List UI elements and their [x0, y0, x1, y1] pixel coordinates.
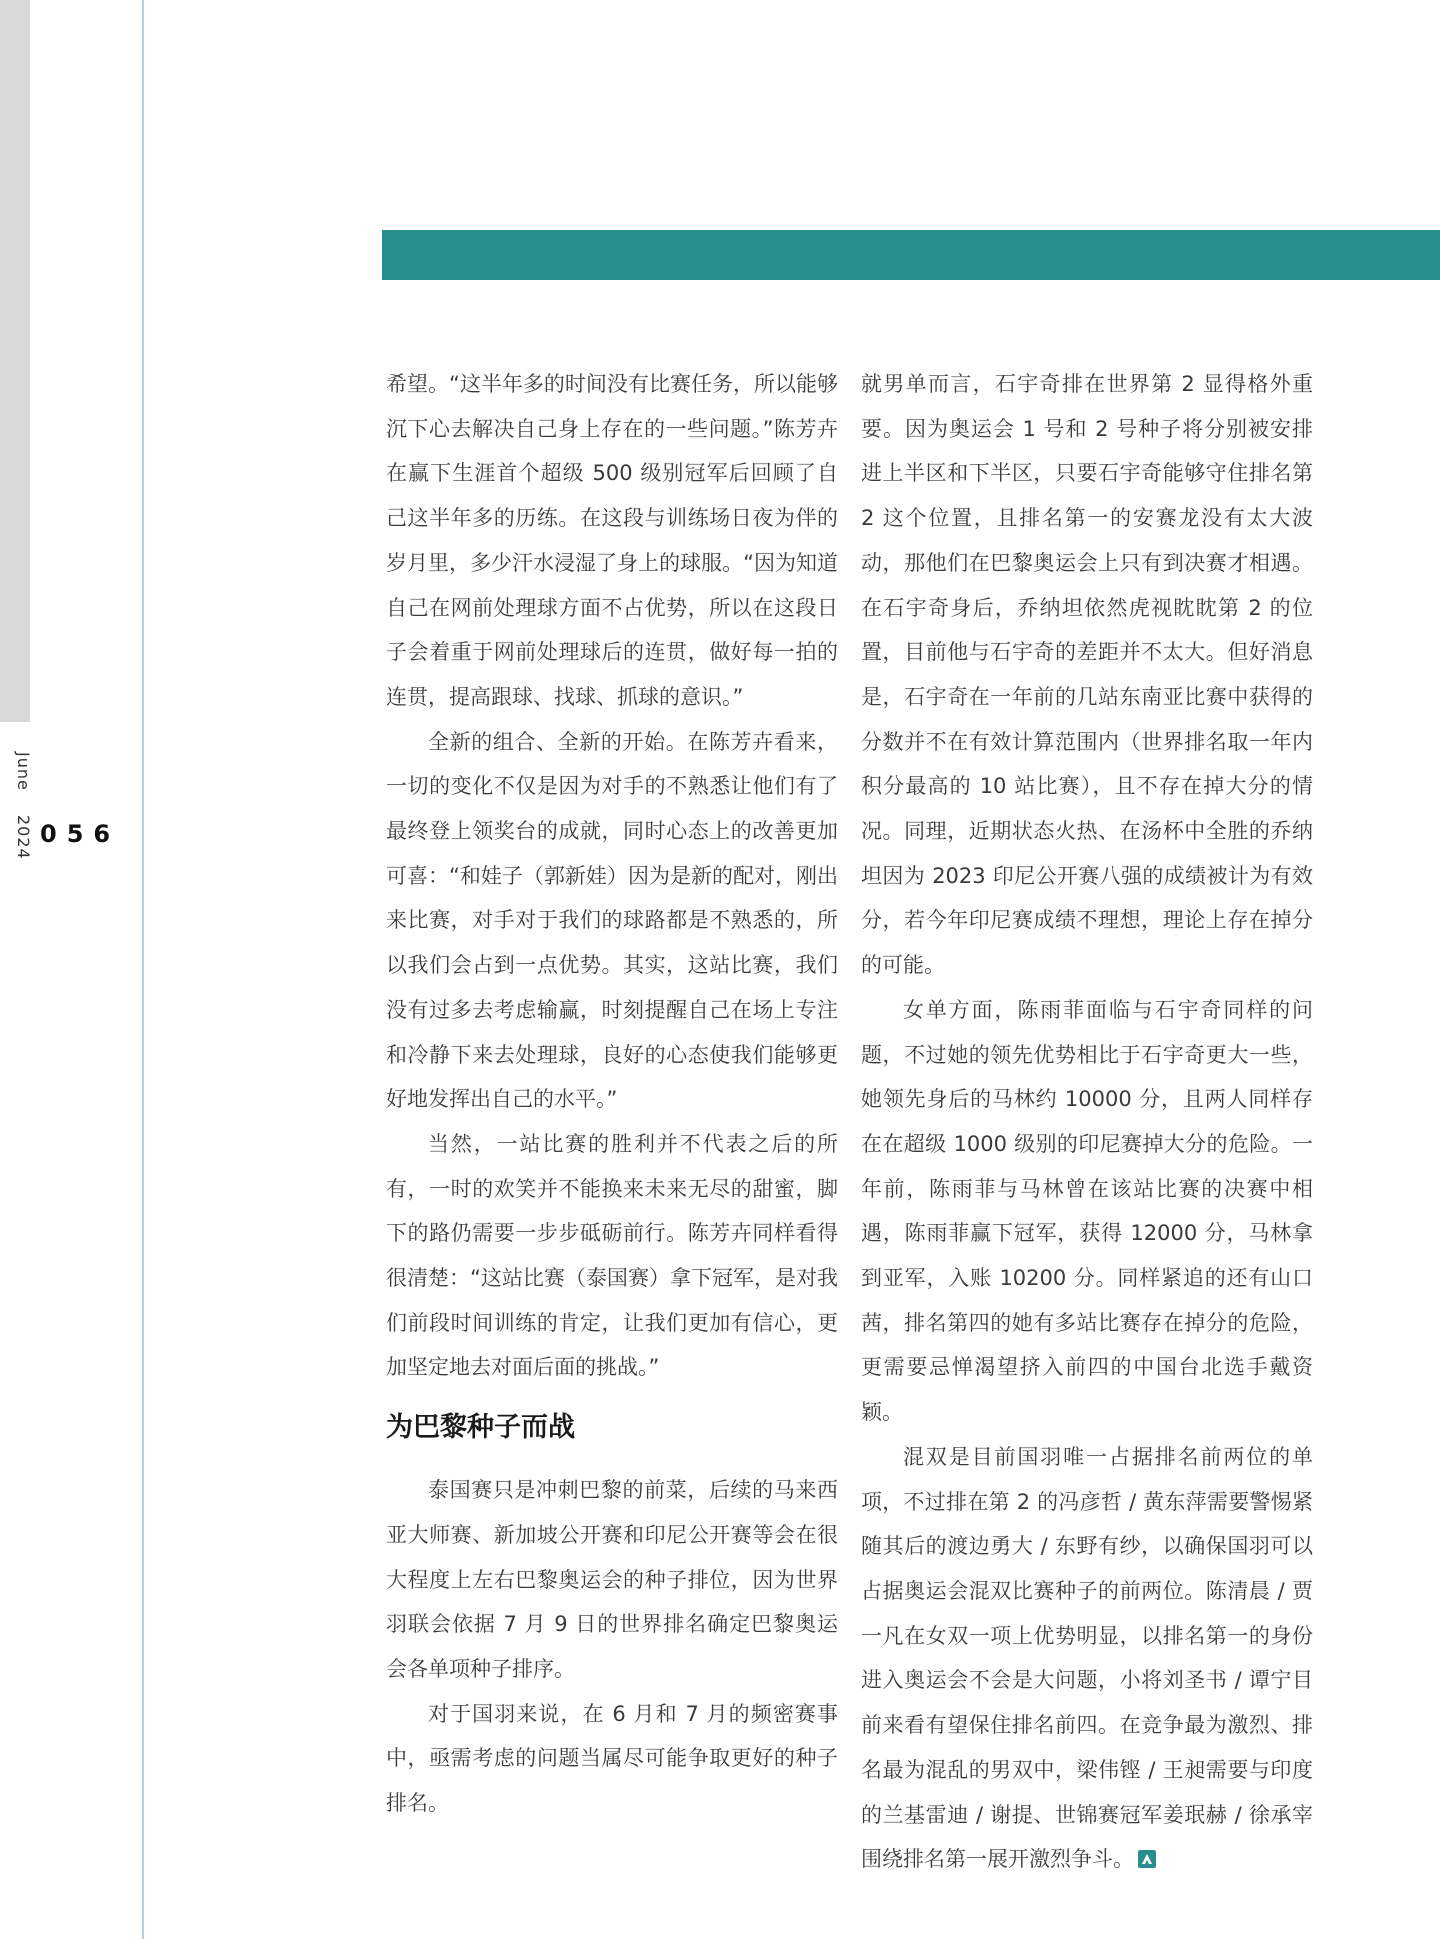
article-column-right — [861, 362, 1313, 1882]
folio-month: June — [14, 752, 33, 791]
paragraph: 女单方面，陈雨菲面临与石宇奇同样的问题，不过她的领先优势相比于石宇奇更大一些，她领先身后的马林约 10000 分，且两人同样存在在超级 1000 级别的印尼赛掉大分的危险。一年前，陈雨菲与马林曾在该站比赛的决赛中相遇，陈雨菲赢下冠军，获得 12000 分，马林拿到亚军，入账 10200 分。同样紧追的还有山口茜，排名第四的她有多站比赛存在掉分的危险，更需要忌惮渴望挤入前四的中国台北选手戴资颖。 — [861, 997, 1313, 1425]
paragraph: 当然，一站比赛的胜利并不代表之后的所有，一时的欢笑并不能换来未来无尽的甜蜜，脚下的路仍需要一步步砥砺前行。陈芳卉同样看得很清楚：“这站比赛（泰国赛）拿下冠军，是对我们前段时间训练的肯定，让我们更加有信心，更加坚定地去对面后面的挑战。” — [386, 1131, 838, 1380]
header-accent-band — [382, 230, 1440, 280]
margin-rule — [142, 0, 144, 1939]
paragraph: 全新的组合、全新的开始。在陈芳卉看来，一切的变化不仅是因为对手的不熟悉让他们有了最终登上领奖台的成就，同时心态上的改善更加可喜：“和娃子（郭新娃）因为是新的配对，刚出来比赛，对手对于我们的球路都是不熟悉的，所以我们会占到一点优势。其实，这站比赛，我们没有过多去考虑输赢，时刻提醒自己在场上专注和冷静下来去处理球，良好的心态使我们能够更好地发挥出自己的水平。” — [386, 729, 838, 1112]
folio-date — [14, 752, 33, 860]
paragraph-text: 混双是目前国羽唯一占据排名前两位的单项，不过排在第 2 的冯彦哲 / 黄东萍需要警惕紧随其后的渡边勇大 / 东野有纱，以确保国羽可以占据奥运会混双比赛种子的前两位。陈清晨 / 贾一凡在女双一项上优势明显，以排名第一的身份进入奥运会不会是大问题，小将刘圣书 / 谭宁目前来看有望保住排名前四。在竞争最为激烈、排名最为混乱的男双中，梁伟铿 / 王昶需要与印度的兰基雷迪 / 谢提、世锦赛冠军姜珉赫 / 徐承宰围绕排名第一展开激烈争斗。 — [861, 1444, 1313, 1872]
paragraph: 对于国羽来说，在 6 月和 7 月的频密赛事中，亟需考虑的问题当属尽可能争取更好的种子排名。 — [386, 1701, 838, 1816]
paragraph: 希望。“这半年多的时间没有比赛任务，所以能够沉下心去解决自己身上存在的一些问题。”陈芳卉在赢下生涯首个超级 500 级别冠军后回顾了自己这半年多的历练。在这段与训练场日夜为伴的岁月里，多少汗水浸湿了身上的球服。“因为知道自己在网前处理球方面不占优势，所以在这段日子会着重于网前处理球后的连贯，做好每一拍的连贯，提高跟球、找球、抓球的意识。” — [386, 372, 838, 709]
section-heading: 为巴黎种子而战 — [386, 1412, 575, 1444]
page-number: 056 — [40, 820, 121, 848]
paragraph: 泰国赛只是冲刺巴黎的前菜，后续的马来西亚大师赛、新加坡公开赛和印尼公开赛等会在很大程度上左右巴黎奥运会的种子排位，因为世界羽联会依据 7 月 9 日的世界排名确定巴黎奥运会各单项种子排序。 — [386, 1478, 838, 1681]
paragraph-final — [861, 1435, 1313, 1882]
paragraph: 就男单而言，石宇奇排在世界第 2 显得格外重要。因为奥运会 1 号和 2 号种子将分别被安排进上半区和下半区，只要石宇奇能够守住排名第 2 这个位置，且排名第一的安赛龙没有太大波动，那他们在巴黎奥运会上只有到决赛才相遇。在石宇奇身后，乔纳坦依然虎视眈眈第 2 的位置，目前他与石宇奇的差距并不太大。但好消息是，石宇奇在一年前的几站东南亚比赛中获得的分数并不在有效计算范围内（世界排名取一年内积分最高的 10 站比赛），且不存在掉大分的情况。同理，近期状态火热、在汤杯中全胜的乔纳坦因为 2023 印尼公开赛八强的成绩被计为有效分，若今年印尼赛成绩不理想，理论上存在掉分的可能。 — [861, 372, 1313, 978]
article-column-left — [386, 362, 838, 1826]
side-tab-strip — [0, 0, 30, 722]
folio-year: 2024 — [14, 815, 33, 860]
triangle-end-mark-icon — [1138, 1850, 1156, 1868]
